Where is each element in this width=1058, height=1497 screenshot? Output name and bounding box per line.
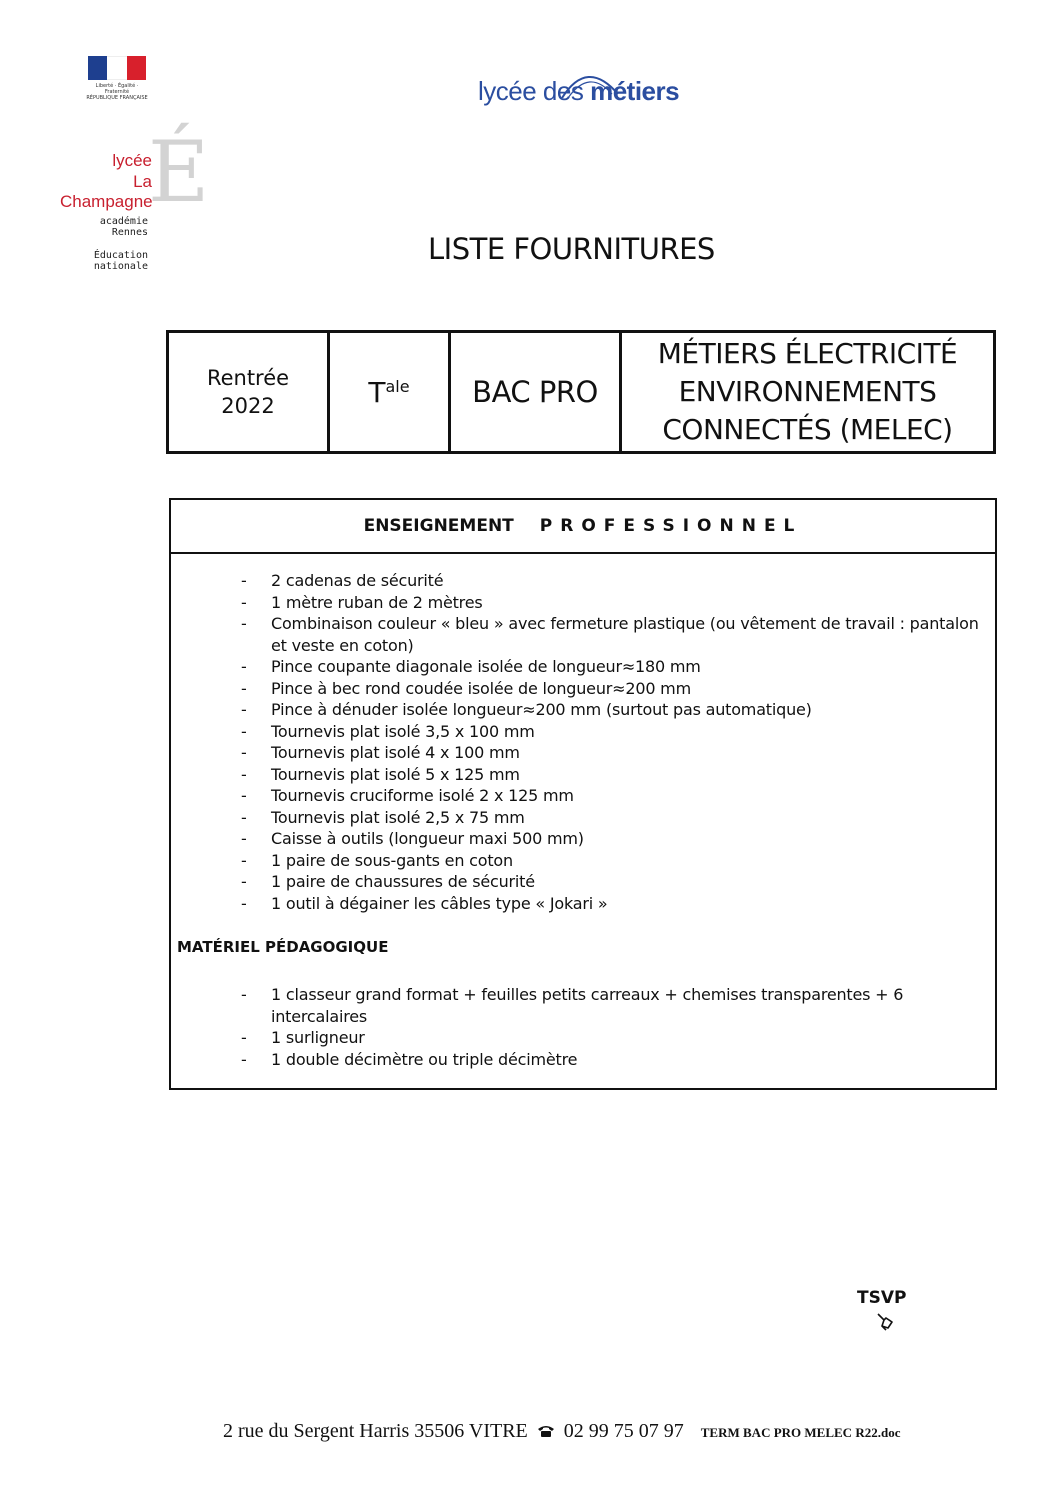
list-item xyxy=(171,678,995,700)
page-title: LISTE FOURNITURES xyxy=(428,232,715,266)
list-item-text: 1 surligneur xyxy=(271,1028,365,1047)
diploma-cell: BAC PRO xyxy=(451,333,622,451)
republique-motto: Liberté · Égalité · Fraternité RÉPUBLIQUE FRANÇAISE xyxy=(86,83,148,101)
footer-phone: 02 99 75 07 97 xyxy=(563,1420,684,1442)
list-bullet-dash: - xyxy=(241,850,247,870)
header-table xyxy=(166,330,996,454)
list-item xyxy=(171,807,995,829)
list-item-text: 1 paire de chaussures de sécurité xyxy=(271,872,535,891)
list-item xyxy=(171,699,995,721)
list-item xyxy=(171,828,995,850)
republique-francaise-logo xyxy=(88,56,146,80)
list-bullet-dash: - xyxy=(241,872,247,891)
list-item xyxy=(171,721,995,743)
section-title-materiel: MATÉRIEL PÉDAGOGIQUE xyxy=(177,938,389,956)
list-item-text: 1 outil à dégainer les câbles type « Jokari » xyxy=(271,893,608,913)
list-bullet-dash: - xyxy=(241,1028,247,1047)
list-item xyxy=(171,785,995,807)
list-item-text: 1 double décimètre ou triple décimètre xyxy=(271,1049,578,1069)
list-bullet-dash: - xyxy=(241,829,247,848)
list-bullet-dash: - xyxy=(241,614,247,633)
champagne-name-label: La Champagne xyxy=(60,172,153,211)
section-heading: ENSEIGNEMENT PROFESSIONNEL xyxy=(171,500,995,554)
list-item-text: Tournevis plat isolé 5 x 125 mm xyxy=(271,764,520,784)
tsvp-label: TSVP xyxy=(857,1288,907,1308)
list-item xyxy=(171,871,995,893)
list-item xyxy=(171,570,995,592)
footer-filename: TERM BAC PRO MELEC R22.doc xyxy=(700,1425,901,1440)
list-bullet-dash: - xyxy=(241,571,247,590)
list-bullet-dash: - xyxy=(241,721,247,741)
list-item-text: 2 cadenas de sécurité xyxy=(271,571,444,590)
list-bullet-dash: - xyxy=(241,893,247,913)
list-item-text: 1 mètre ruban de 2 mètres xyxy=(271,592,483,612)
list-bullet-dash: - xyxy=(241,678,247,698)
e-letter-logo-icon: É xyxy=(148,123,210,221)
list-item-text: Tournevis cruciforme isolé 2 x 125 mm xyxy=(271,786,574,805)
rentree-cell: Rentrée 2022 xyxy=(169,333,330,451)
list-item xyxy=(171,656,995,678)
list-item xyxy=(171,850,995,872)
list-item-text: Pince à bec rond coudée isolée de longueur≈200 mm xyxy=(271,678,691,698)
list-item-text: Caisse à outils (longueur maxi 500 mm) xyxy=(271,829,584,848)
list-bullet-dash: - xyxy=(241,1049,247,1069)
list-item xyxy=(171,893,995,915)
program-cell: MÉTIERS ÉLECTRICITÉ ENVIRONNEMENTS CONNECTÉS (MELEC) xyxy=(657,337,958,446)
list-item-text: Pince coupante diagonale isolée de longueur≈180 mm xyxy=(271,657,701,676)
footer xyxy=(223,1420,900,1443)
list-item xyxy=(171,742,995,764)
list-item-text: Combinaison couleur « bleu » avec fermeture plastique (ou vêtement de travail : pantalon et veste en coton) xyxy=(271,614,979,655)
list-bullet-dash: - xyxy=(241,592,247,612)
list-item-text: 1 classeur grand format + feuilles petits carreaux + chemises transparentes + 6 intercalaires xyxy=(271,985,904,1026)
list-item xyxy=(171,1027,995,1049)
champagne-lycee-label: lycée xyxy=(112,151,152,170)
list-item xyxy=(171,1049,995,1071)
professional-supplies-list xyxy=(171,570,995,914)
list-item xyxy=(171,984,995,1027)
list-item xyxy=(171,764,995,786)
list-bullet-dash: - xyxy=(241,743,247,762)
supplies-box xyxy=(169,498,997,1090)
list-item xyxy=(171,592,995,614)
list-bullet-dash: - xyxy=(241,786,247,805)
list-item-text: Tournevis plat isolé 3,5 x 100 mm xyxy=(271,721,535,741)
list-item-text: 1 paire de sous-gants en coton xyxy=(271,850,513,870)
list-bullet-dash: - xyxy=(241,985,247,1004)
hand-pointer-icon xyxy=(874,1310,896,1332)
education-nationale-label: Éducation nationale xyxy=(93,250,148,272)
academie-label: académie Rennes xyxy=(99,216,148,238)
footer-address: 2 rue du Sergent Harris 35506 VITRE xyxy=(223,1420,528,1442)
pedagogical-supplies-list xyxy=(171,984,995,1070)
list-bullet-dash: - xyxy=(241,657,247,676)
list-item-text: Tournevis plat isolé 2,5 x 75 mm xyxy=(271,807,525,827)
lycee-des-metiers-logo: lycée des métiers xyxy=(478,76,680,106)
level-cell: T $^{ale}$ xyxy=(330,333,451,451)
list-item xyxy=(171,613,995,656)
list-item-text: Pince à dénuder isolée longueur≈200 mm (surtout pas automatique) xyxy=(271,700,812,719)
phone-icon xyxy=(537,1424,555,1438)
list-bullet-dash: - xyxy=(241,700,247,719)
list-bullet-dash: - xyxy=(241,764,247,784)
list-bullet-dash: - xyxy=(241,807,247,827)
list-item-text: Tournevis plat isolé 4 x 100 mm xyxy=(271,743,520,762)
